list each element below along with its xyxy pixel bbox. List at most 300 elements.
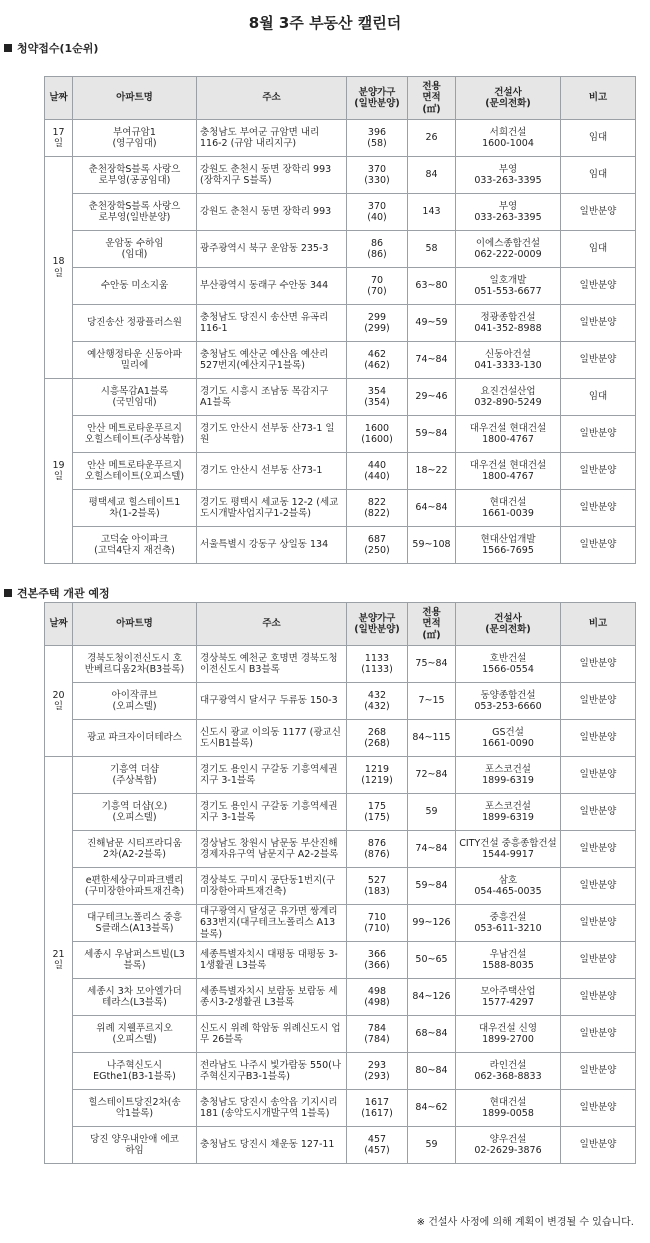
address-cell: 경기도 용인시 구갈동 기흥역세권지구 3-1블록 (197, 794, 347, 831)
note-cell: 일반분양 (561, 831, 636, 868)
apartment-name-line: 블록) (123, 960, 146, 972)
units-cell (347, 646, 408, 683)
header-note: 비고 (561, 77, 636, 120)
builder-phone: 062-222-0009 (474, 249, 542, 260)
subscription-table (44, 76, 636, 564)
total-units: 462 (367, 348, 387, 360)
note-cell: 일반분양 (561, 305, 636, 342)
apartment-name-line: 테라스(L3블록) (102, 997, 167, 1009)
table-row (45, 490, 636, 527)
address-cell: 충청남도 부여군 규암면 내리 116-2 (규암 내리지구) (197, 120, 347, 157)
table-row (45, 342, 636, 379)
header-date: 날짜 (45, 603, 73, 646)
apartment-name-line: (국민임대) (112, 397, 157, 408)
apartment-name-line: e편한세상구미파크밸리 (85, 874, 184, 886)
builder-cell (456, 1127, 561, 1164)
general-units: (268) (364, 738, 390, 749)
total-units: 710 (367, 911, 387, 923)
builder-name: 정광종합건설 (480, 311, 536, 323)
header-units: 분양가구 (일반분양) (347, 77, 408, 120)
builder-name: 요진건설산업 (480, 385, 536, 397)
apartment-name-line: (임대) (121, 249, 148, 260)
apartment-name-line: 위례 지웰푸르지오 (96, 1022, 173, 1034)
builder-name: 대우건설 신영 (478, 1022, 538, 1034)
builder-name: 이에스종합건설 (475, 237, 541, 249)
note-cell: 일반분양 (561, 194, 636, 231)
units-cell (347, 453, 408, 490)
address-cell: 충청남도 당진시 송악읍 기지시리181 (송악도시개발구역 1블록) (197, 1090, 347, 1127)
note-cell: 일반분양 (561, 942, 636, 979)
apartment-name-line: 세종시 우남퍼스트빌(L3 (84, 948, 185, 960)
address-cell: 경상남도 창원시 남문동 부산진해 경제자유구역 남문지구 A2-2블록 (197, 831, 347, 868)
apartment-name-line: 악1블록) (115, 1108, 154, 1120)
general-units: (40) (367, 212, 387, 223)
header-builder: 건설사 (문의전화) (456, 77, 561, 120)
general-units: (1617) (361, 1108, 393, 1120)
total-units: 432 (367, 689, 387, 701)
table-header-row (45, 77, 636, 120)
total-units: 370 (367, 163, 387, 175)
page-title: 8월 3주 부동산 캘린더 (248, 14, 402, 32)
units-cell (347, 720, 408, 757)
area-cell: 72~84 (408, 757, 456, 794)
builder-name: 현대건설 (489, 1096, 527, 1108)
header-addr: 주소 (197, 77, 347, 120)
address-cell: 광주광역시 북구 운암동 235-3 (197, 231, 347, 268)
builder-name: 부영 (498, 200, 518, 212)
note-cell: 일반분양 (561, 794, 636, 831)
date-cell: 20일 (45, 646, 73, 757)
square-bullet-icon (4, 589, 12, 597)
apartment-name-line: EGthe1(B3-1블록) (93, 1071, 176, 1083)
general-units: (432) (364, 701, 390, 712)
general-units: (462) (364, 360, 390, 371)
general-units: (457) (364, 1145, 390, 1157)
general-units: (86) (367, 249, 387, 260)
total-units: 527 (367, 874, 387, 886)
builder-name: GS건설 (492, 726, 524, 738)
builder-cell (456, 831, 561, 868)
area-cell: 74~84 (408, 342, 456, 379)
general-units: (330) (364, 175, 390, 186)
apartment-name-cell (73, 868, 197, 905)
builder-cell (456, 490, 561, 527)
builder-name: 서희건설 (489, 126, 527, 138)
note-cell: 일반분양 (561, 453, 636, 490)
note-cell: 일반분양 (561, 1090, 636, 1127)
area-cell: 49~59 (408, 305, 456, 342)
apartment-name-line: 경북도청이전신도시 호 (87, 652, 182, 664)
note-cell: 임대 (561, 120, 636, 157)
general-units: (183) (364, 886, 390, 897)
apartment-name-line: 세종시 3차 모아엘가더 (87, 985, 182, 997)
builder-phone: 041-3333-130 (474, 360, 542, 371)
general-units: (710) (364, 923, 390, 935)
address-cell: 서울특별시 강동구 상일동 134 (197, 527, 347, 564)
section1-label: 청약접수(1순위) (17, 42, 99, 55)
builder-phone: 1566-7695 (482, 545, 534, 556)
table-header-row (45, 603, 636, 646)
apartment-name-cell (73, 905, 197, 942)
builder-cell (456, 979, 561, 1016)
builder-phone: 033-263-3395 (474, 212, 542, 223)
builder-name: 삼호 (498, 874, 518, 886)
total-units: 1219 (364, 763, 390, 775)
builder-phone: 1566-0554 (482, 664, 534, 675)
builder-name: 양우건설 (489, 1133, 527, 1145)
note-cell: 일반분양 (561, 868, 636, 905)
area-cell: 29~46 (408, 379, 456, 416)
apartment-name-cell (73, 1053, 197, 1090)
table-row (45, 194, 636, 231)
area-cell: 59~84 (408, 868, 456, 905)
builder-cell (456, 1053, 561, 1090)
apartment-name-line: 오힐스테이트(오피스텔) (84, 471, 185, 482)
date-cell: 17일 (45, 120, 73, 157)
units-cell (347, 794, 408, 831)
total-units: 822 (367, 496, 387, 508)
table-row (45, 453, 636, 490)
table-row (45, 905, 636, 942)
table-row (45, 379, 636, 416)
table-row (45, 120, 636, 157)
builder-cell (456, 120, 561, 157)
general-units: (822) (364, 508, 390, 519)
builder-cell (456, 527, 561, 564)
builder-name: 일호개발 (489, 274, 527, 286)
table-row (45, 1016, 636, 1053)
area-cell: 59 (408, 1127, 456, 1164)
builder-cell (456, 942, 561, 979)
builder-phone: 053-611-3210 (474, 923, 542, 935)
builder-phone: 033-263-3395 (474, 175, 542, 186)
header-apt: 아파트명 (73, 77, 197, 120)
units-cell (347, 268, 408, 305)
units-cell (347, 416, 408, 453)
builder-cell (456, 379, 561, 416)
builder-cell (456, 757, 561, 794)
address-cell: 전라남도 나주시 빛가람동 550(나주혁신지구B3-1블록) (197, 1053, 347, 1090)
apartment-name-cell (73, 416, 197, 453)
note-cell: 일반분양 (561, 905, 636, 942)
area-cell: 59 (408, 794, 456, 831)
units-cell (347, 942, 408, 979)
builder-cell (456, 416, 561, 453)
units-cell (347, 905, 408, 942)
builder-cell (456, 646, 561, 683)
apartment-name-line: 고덕숲 아이파크 (100, 533, 169, 545)
apartment-name-cell (73, 379, 197, 416)
address-cell: 경기도 평택시 세교동 12-2 (세교도시개발사업지구1-2블록) (197, 490, 347, 527)
builder-phone: 041-352-8988 (474, 323, 542, 334)
builder-name: 포스코건설 (485, 800, 531, 812)
total-units: 396 (367, 126, 387, 138)
builder-phone: 1661-0090 (482, 738, 534, 749)
builder-phone: 1588-8035 (482, 960, 534, 972)
builder-name: 현대산업개발 (480, 533, 536, 545)
total-units: 498 (367, 985, 387, 997)
total-units: 1600 (364, 422, 390, 434)
apartment-name-cell (73, 979, 197, 1016)
builder-phone: 1800-4767 (482, 434, 534, 445)
table-row (45, 646, 636, 683)
builder-phone: 1661-0039 (482, 508, 534, 519)
apartment-name-line: 밀리에 (120, 360, 149, 371)
apartment-name-line: 춘천장학S블록 사랑으 (88, 163, 181, 175)
total-units: 876 (367, 837, 387, 849)
note-cell: 임대 (561, 157, 636, 194)
units-cell (347, 490, 408, 527)
builder-name: 호반건설 (489, 652, 527, 664)
builder-cell (456, 194, 561, 231)
table-row (45, 157, 636, 194)
note-cell: 일반분양 (561, 646, 636, 683)
header-date: 날짜 (45, 77, 73, 120)
table-row (45, 527, 636, 564)
area-cell: 59~108 (408, 527, 456, 564)
general-units: (784) (364, 1034, 390, 1046)
apartment-name-line: 안산 메트로타운푸르지 (87, 422, 182, 434)
area-cell: 68~84 (408, 1016, 456, 1053)
units-cell (347, 157, 408, 194)
date-cell: 18일 (45, 157, 73, 379)
note-cell: 일반분양 (561, 1053, 636, 1090)
builder-cell (456, 1090, 561, 1127)
builder-cell (456, 794, 561, 831)
apartment-name-line: 2차(A2-2블록) (102, 849, 166, 860)
table-row (45, 831, 636, 868)
general-units: (440) (364, 471, 390, 482)
note-cell: 일반분양 (561, 720, 636, 757)
address-cell: 세종특별자치시 보람동 보람동 세종시3-2생활권 L3블록 (197, 979, 347, 1016)
builder-name: 모아주택산업 (480, 985, 536, 997)
note-cell: 일반분양 (561, 416, 636, 453)
apartment-name-line: (오피스텔) (112, 1034, 157, 1046)
note-cell: 일반분양 (561, 342, 636, 379)
apartment-name-line: 힐스테이트당진2차(송 (88, 1096, 181, 1108)
apartment-name-line: 시흥목감A1블록 (100, 385, 169, 397)
note-cell: 임대 (561, 231, 636, 268)
header-builder: 건설사 (문의전화) (456, 603, 561, 646)
builder-phone: 1600-1004 (482, 138, 534, 149)
apartment-name-line: 반베르디움2차(B3블록) (84, 664, 185, 675)
builder-name: 동양종합건설 (480, 689, 536, 701)
apartment-name-cell (73, 720, 197, 757)
address-cell: 강원도 춘천시 동면 장학리 993 (장학지구 S블록) (197, 157, 347, 194)
table-row (45, 1090, 636, 1127)
table-row (45, 1127, 636, 1164)
general-units: (354) (364, 397, 390, 408)
apartment-name-cell (73, 453, 197, 490)
units-cell (347, 1016, 408, 1053)
table-row (45, 231, 636, 268)
address-cell: 강원도 춘천시 동면 장학리 993 (197, 194, 347, 231)
area-cell: 7~15 (408, 683, 456, 720)
total-units: 440 (367, 459, 387, 471)
units-cell (347, 305, 408, 342)
apartment-name-line: 대구테크노폴리스 중흥 (87, 911, 182, 923)
address-cell: 경상북도 구미시 공단동1번지(구미장한아파트재건축) (197, 868, 347, 905)
apartment-name-line: (고덕4단지 재건축) (94, 545, 175, 556)
builder-phone: 1899-2700 (482, 1034, 534, 1046)
total-units: 1617 (364, 1096, 390, 1108)
area-cell: 74~84 (408, 831, 456, 868)
area-cell: 59~84 (408, 416, 456, 453)
builder-name: 중흥건설 (489, 911, 527, 923)
date-cell: 21일 (45, 757, 73, 1164)
builder-phone: 1577-4297 (482, 997, 534, 1009)
area-cell: 84~115 (408, 720, 456, 757)
table-row (45, 868, 636, 905)
apartment-name-line: 광교 파크자이더테라스 (87, 732, 182, 744)
builder-name: 대우건설 현대건설 (469, 459, 547, 471)
address-cell: 부산광역시 동래구 수안동 344 (197, 268, 347, 305)
general-units: (876) (364, 849, 390, 860)
total-units: 370 (367, 200, 387, 212)
apartment-name-cell (73, 683, 197, 720)
address-cell: 충청남도 예산군 예산읍 예산리 527번지(예산지구1블록) (197, 342, 347, 379)
apartment-name-line: 평택세교 힐스테이트1 (88, 496, 181, 508)
note-cell: 일반분양 (561, 683, 636, 720)
address-cell: 대구광역시 달성군 유가면 쌍계리 633번지(대구테크노폴리스 A13블록) (197, 905, 347, 942)
apartment-name-line: 진해남문 시티프라디움 (87, 837, 182, 849)
builder-name: 신동아건설 (485, 348, 531, 360)
note-cell: 임대 (561, 379, 636, 416)
address-cell: 충청남도 당진시 채운동 127-11 (197, 1127, 347, 1164)
apartment-name-line: 오힐스테이트(주상복합) (84, 434, 185, 445)
address-cell: 경기도 안산시 선부동 산73-1 (197, 453, 347, 490)
units-cell (347, 120, 408, 157)
total-units: 457 (367, 1133, 387, 1145)
builder-phone: 02-2629-3876 (474, 1145, 542, 1157)
units-cell (347, 194, 408, 231)
builder-cell (456, 868, 561, 905)
header-area: 전용 면적 (㎡) (408, 603, 456, 646)
units-cell (347, 979, 408, 1016)
note-cell: 일반분양 (561, 490, 636, 527)
square-bullet-icon (4, 44, 12, 52)
apartment-name-line: 기흥역 더샵(오) (101, 800, 168, 812)
builder-cell (456, 157, 561, 194)
area-cell: 50~65 (408, 942, 456, 979)
total-units: 784 (367, 1022, 387, 1034)
section-title-model-house (4, 585, 110, 601)
apartment-name-line: 나주혁신도시 (106, 1059, 163, 1071)
area-cell: 58 (408, 231, 456, 268)
builder-cell (456, 905, 561, 942)
general-units: (293) (364, 1071, 390, 1083)
area-cell: 18~22 (408, 453, 456, 490)
table-row (45, 979, 636, 1016)
apartment-name-line: (오피스텔) (112, 812, 157, 823)
units-cell (347, 527, 408, 564)
header-units: 분양가구 (일반분양) (347, 603, 408, 646)
total-units: 86 (370, 237, 384, 249)
builder-phone: 032-890-5249 (474, 397, 542, 408)
area-cell: 84~62 (408, 1090, 456, 1127)
builder-name: 우남건설 (489, 948, 527, 960)
total-units: 366 (367, 948, 387, 960)
builder-name: 라인건설 (489, 1059, 527, 1071)
general-units: (175) (364, 812, 390, 823)
address-cell: 세종특별자치시 대평동 대평동 3-1생활권 L3블록 (197, 942, 347, 979)
builder-name: 부영 (498, 163, 518, 175)
apartment-name-line: 아이작큐브 (111, 689, 158, 701)
area-cell: 84 (408, 157, 456, 194)
units-cell (347, 868, 408, 905)
table-row (45, 942, 636, 979)
apartment-name-line: (구미장한아파트재건축) (84, 886, 185, 897)
note-cell: 일반분양 (561, 757, 636, 794)
general-units: (366) (364, 960, 390, 972)
header-note: 비고 (561, 603, 636, 646)
units-cell (347, 757, 408, 794)
builder-name: 포스코건설 (485, 763, 531, 775)
total-units: 687 (367, 533, 387, 545)
builder-phone: 1899-6319 (482, 812, 534, 823)
area-cell: 84~126 (408, 979, 456, 1016)
units-cell (347, 1127, 408, 1164)
table-row (45, 416, 636, 453)
units-cell (347, 683, 408, 720)
apartment-name-cell (73, 1016, 197, 1053)
apartment-name-line: 기흥역 더샵 (110, 763, 159, 775)
total-units: 293 (367, 1059, 387, 1071)
apartment-name-cell (73, 120, 197, 157)
apartment-name-line: 로부영(일반분양) (98, 212, 171, 223)
total-units: 299 (367, 311, 387, 323)
total-units: 1133 (364, 652, 390, 664)
apartment-name-cell (73, 794, 197, 831)
apartment-name-cell (73, 527, 197, 564)
apartment-name-line: 로부영(공공임대) (98, 175, 171, 186)
general-units: (250) (364, 545, 390, 556)
units-cell (347, 231, 408, 268)
apartment-name-cell (73, 757, 197, 794)
builder-cell (456, 683, 561, 720)
apartment-name-cell (73, 490, 197, 527)
address-cell: 신도시 위례 학암동 위례신도시 업무 26블록 (197, 1016, 347, 1053)
general-units: (299) (364, 323, 390, 334)
address-cell: 경기도 용인시 구갈동 기흥역세권지구 3-1블록 (197, 757, 347, 794)
note-cell: 일반분양 (561, 979, 636, 1016)
address-cell: 신도시 광교 이의동 1177 (광교신도시B1블록) (197, 720, 347, 757)
builder-name: CITY건설 중흥종합건설 (459, 837, 557, 849)
total-units: 70 (370, 274, 384, 286)
units-cell (347, 1090, 408, 1127)
total-units: 175 (367, 800, 387, 812)
builder-phone: 053-253-6660 (474, 701, 542, 712)
apartment-name-line: 당진 양우내안애 에코 (90, 1133, 179, 1145)
apartment-name-cell (73, 1127, 197, 1164)
units-cell (347, 342, 408, 379)
builder-phone: 1800-4767 (482, 471, 534, 482)
builder-cell (456, 342, 561, 379)
apartment-name-line: 춘천장학S블록 사랑으 (88, 200, 181, 212)
apartment-name-line: S클래스(A13블록) (95, 923, 174, 935)
model-house-table (44, 602, 636, 1164)
units-cell (347, 379, 408, 416)
total-units: 354 (367, 385, 387, 397)
general-units: (1133) (361, 664, 393, 675)
apartment-name-line: 수안동 미소지움 (100, 280, 169, 292)
note-cell: 일반분양 (561, 1016, 636, 1053)
builder-phone: 1544-9917 (482, 849, 534, 860)
address-cell: 경기도 안산시 선부동 산73-1 일원 (197, 416, 347, 453)
apartment-name-line: 하임 (125, 1145, 144, 1157)
table-row (45, 1053, 636, 1090)
note-cell: 일반분양 (561, 527, 636, 564)
